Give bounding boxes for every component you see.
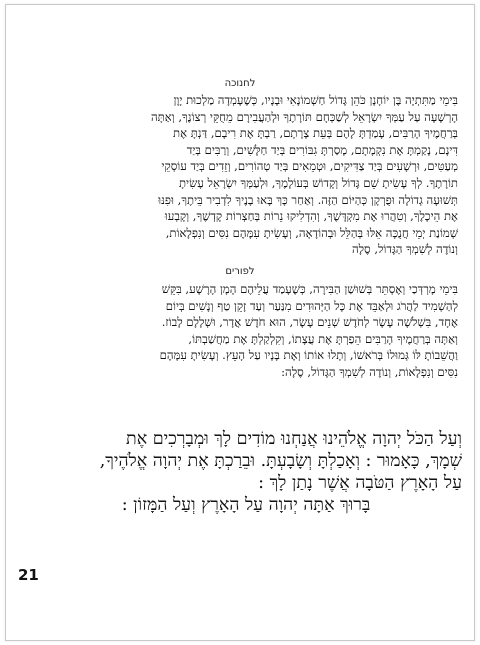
closing-line: עַל הָאָרֶץ הַטֹּבָה אֲשֶׁר נָתַן לָךְ : [258,473,462,493]
closing-line: שְׁמָךְ, כָּאָמוּר : וְאָכַלְתָּ וְשָׂבָעְתָּ. וּבֵרַכְתָּ אֶת יְהוָה אֱלֹהֶיךָ, [99,451,462,471]
chanukah-line: הָרְשָׁעָה עַל עַמְּךָ יִשְׂרָאֵל לְשַׁכְּחָם תּוֹרָתֶךָ וּלְהַעֲבִירָם מֵחֻקֵּי רְצוֹנֶךָ, וְאַתָּה [150,109,458,124]
chanukah-paragraph [38,92,458,258]
closing-blessing-line: בָּרוּךְ אַתָּה יְהוָה עַל הָאָרֶץ וְעַל הַמָּזוֹן : [121,495,371,515]
chanukah-line: בִּימֵי מַתִּתְיָה בֶּן יוֹחָנָן כֹּהֵן גָּדוֹל חַשְׁמוֹנָאִי וּבָנָיו, כְּשֶׁעָמְדָה מַלְכוּת יָוָן [173,93,458,107]
closing-paragraph [30,428,462,516]
purim-line: אֶחָד, בִּשְׁלֹשָׁה עָשָׂר לְחֹדֶשׁ שְׁנֵים עָשָׂר, הוּא חֹדֶשׁ אֲדָר, וּשְׁלָלָם לָבוֹז. [161,315,458,330]
chanukah-line: דִּינָם, נָקַמְתָּ אֶת נִקְמָתָם, מָסַרְתָּ גִבּוֹרִים בְּיַד חַלָּשִׁים, וְרַבִּים בְּיַד [186,142,458,157]
chanukah-line: שְׁמוֹנַת יְמֵי חֲנֻכָּה אֵלּוּ בְּהַלֵּל וּבְהוֹדָאָה, וְעָשִׂיתָ עִמָּהֶם נִסִּים וְנִפְלָאוֹת, [165,225,458,240]
chanukah-heading: לחנוכה [224,78,256,89]
purim-line: וְאַתָּה בְּרַחֲמֶיךָ הָרַבִּים הֵפַרְתָּ אֶת עֲצָתוֹ, וְקִלְקַלְתָּ אֶת מַחֲשַׁבְתּוֹ, [188,331,458,346]
purim-line: וַהֲשֵׁבוֹתָ לּוֹ גְּמוּלוֹ בְּרֹאשׁוֹ, וְתָלוּ אוֹתוֹ וְאֶת בָּנָיו עַל הָעֵץ. וְעָשִׂיתָ עִמָּהֶם [159,348,458,363]
purim-line: לְהַשְׁמִיד לַהֲרֹג וּלְאַבֵּד אֶת כָּל הַיְּהוּדִים מִנַּעַר וְעַד זָקֵן טַף וְנָשִׁים בְּיוֹם [165,298,458,313]
page-number: 21 [18,566,39,584]
chanukah-line: בְּרַחֲמֶיךָ הָרַבִּים, עָמַדְתָּ לָהֶם בְּעֵת צָרָתָם, רַבְתָּ אֶת רִיבָם, דַּנְתָּ אֶת [173,126,458,141]
chanukah-line: וְנוֹדֶה לְשִׁמְךָ הַגָּדוֹל, סֶלָה [351,242,458,257]
purim-line: בִּימֵי מָרְדְּכַי וְאֶסְתֵּר בְּשׁוּשַׁן הַבִּירָה, כְּשֶׁעָמַד עֲלֵיהֶם הָמָן הָרָשָׁע, בִּקֵּשׁ [161,282,458,296]
chanukah-line: מְעַטִּים, וּרְשָׁעִים בְּיַד צַדִּיקִים, וּטְמֵאִים בְּיַד טְהוֹרִים, וְזֵדִים בְּיַד עוֹסְקֵי [161,159,458,174]
chanukah-line: אֶת הֵיכָלֶךָ, וְטִהֲרוּ אֶת מִקְדָּשֶׁךָ, וְהִדְלִיקוּ נֵרוֹת בְּחַצְרוֹת קָדְשֶׁךָ, וְקָבְעוּ [164,209,458,224]
purim-heading: לפורים [225,266,255,277]
purim-line: נִסִּים וְנִפְלָאוֹת, וְנוֹדֶה לְשִׁמְךָ הַגָּדוֹל, סֶלָה: [281,364,458,379]
purim-paragraph [38,281,458,381]
chanukah-line: תוֹרָתֶךָ. לְךָ עָשִׂיתָ שֵׁם גָּדוֹל וְקָדוֹשׁ בְּעוֹלָמֶךָ, וּלְעַמְּךָ יִשְׂרָאֵל עָשִׂיתָ [178,175,458,190]
chanukah-line: תְּשׁוּעָה גְדוֹלָה וּפֻרְקָן כְּהַיּוֹם הַזֶּה. וְאַחַר כָּךְ בָּאוּ בָנֶיךָ לִדְבִיר בֵּיתֶךָ, וּפִנּוּ [158,192,458,207]
closing-line: וְעַל הַכֹּל יְהוָה אֱלֹהֵינוּ אֲנַחְנוּ מוֹדִים לָךְ וּמְבָרְכִים אֶת [126,429,462,449]
